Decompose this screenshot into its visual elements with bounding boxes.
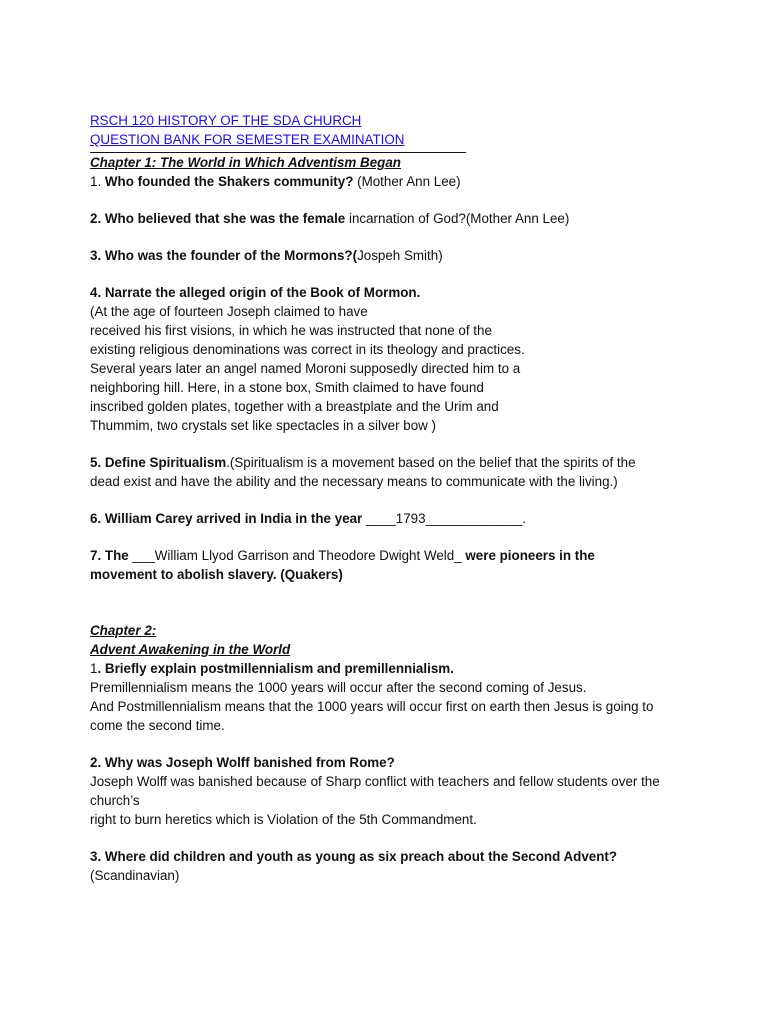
chapter1-question-5: 5. Define Spiritualism.(Spiritualism is a movement based on the belief that the spirits of the dead exist and have the ability and the necessary means to communicate with the living.) [90, 455, 636, 489]
answer-line: And Postmillennialism means that the 1000 years will occur first on earth then Jesus is going to [90, 699, 654, 714]
chapter2-question-2: 2. Why was Joseph Wolff banished from Rome? Joseph Wolff was banished because of Sharp conflict with teachers and fellow students over the church’s right to burn heretics which is Violation of the 5th Commandment. [90, 753, 690, 829]
answer-line: Premillennialism means the 1000 years will occur after the second coming of Jesus. [90, 680, 587, 695]
chapter2-subtitle: Advent Awakening in the World [90, 642, 291, 657]
answer-line: existing religious denominations was correct in its theology and practices. [90, 342, 525, 357]
answer-line: Thummim, two crystals set like spectacles in a silver bow ) [90, 418, 437, 433]
answer-line: received his first visions, in which he was instructed that none of the [90, 323, 492, 338]
chapter1-question-2: 2. Who believed that she was the female incarnation of God?(Mother Ann Lee) [90, 211, 570, 226]
chapter2-question-3: 3. Where did children and youth as young as six preach about the Second Advent? (Scandinavian) [90, 849, 618, 883]
document-content [90, 111, 690, 885]
answer-line: church’s [90, 793, 140, 808]
chapter1-question-6: 6. William Carey arrived in India in the year ____1793_____________. [90, 511, 527, 526]
chapter2-title: Chapter 2: [90, 623, 157, 638]
course-title-link[interactable]: RSCH 120 HISTORY OF THE SDA CHURCH [90, 113, 362, 128]
chapter1-question-3: 3. Who was the founder of the Mormons?(Jospeh Smith) [90, 248, 443, 263]
answer-line: neighboring hill. Here, in a stone box, Smith claimed to have found [90, 380, 484, 395]
chapter1-question-1: 1. Who founded the Shakers community? (Mother Ann Lee) [90, 174, 461, 189]
answer-line: right to burn heretics which is Violation of the 5th Commandment. [90, 812, 477, 827]
answer-line: (At the age of fourteen Joseph claimed to have [90, 304, 368, 319]
question-bank-link[interactable]: QUESTION BANK FOR SEMESTER EXAMINATION [90, 132, 405, 147]
answer-line: Joseph Wolff was banished because of Sharp conflict with teachers and fellow students over the [90, 774, 660, 789]
chapter1-title: Chapter 1: The World in Which Adventism Began [90, 155, 401, 170]
answer-line: inscribed golden plates, together with a breastplate and the Urim and [90, 399, 499, 414]
chapter1-question-4: 4. Narrate the alleged origin of the Book of Mormon. (At the age of fourteen Joseph claimed to have received his first visions, in which he was instructed that none of the existing religious denominations was correct in its theology and practices. Several years later an angel named Moroni supposedly directed him to a neighboring hill. Here, in a stone box, Smith claimed to have found inscribed golden plates, together with a breastplate and the Urim and Thummim, two crystals set like spectacles in a silver bow ) [90, 283, 690, 435]
answer-line: come the second time. [90, 718, 225, 733]
answer-line: Several years later an angel named Moroni supposedly directed him to a [90, 361, 521, 376]
chapter2-question-1: 1. Briefly explain postmillennialism and premillennialism. Premillennialism means the 1000 years will occur after the second coming of Jesus. And Postmillennialism means that the 1000 years will occur first on earth then Jesus is going to come the second time. [90, 659, 690, 735]
chapter1-question-7: 7. The ___William Llyod Garrison and Theodore Dwight Weld_ were pioneers in the movement to abolish slavery. (Quakers) [90, 548, 595, 582]
